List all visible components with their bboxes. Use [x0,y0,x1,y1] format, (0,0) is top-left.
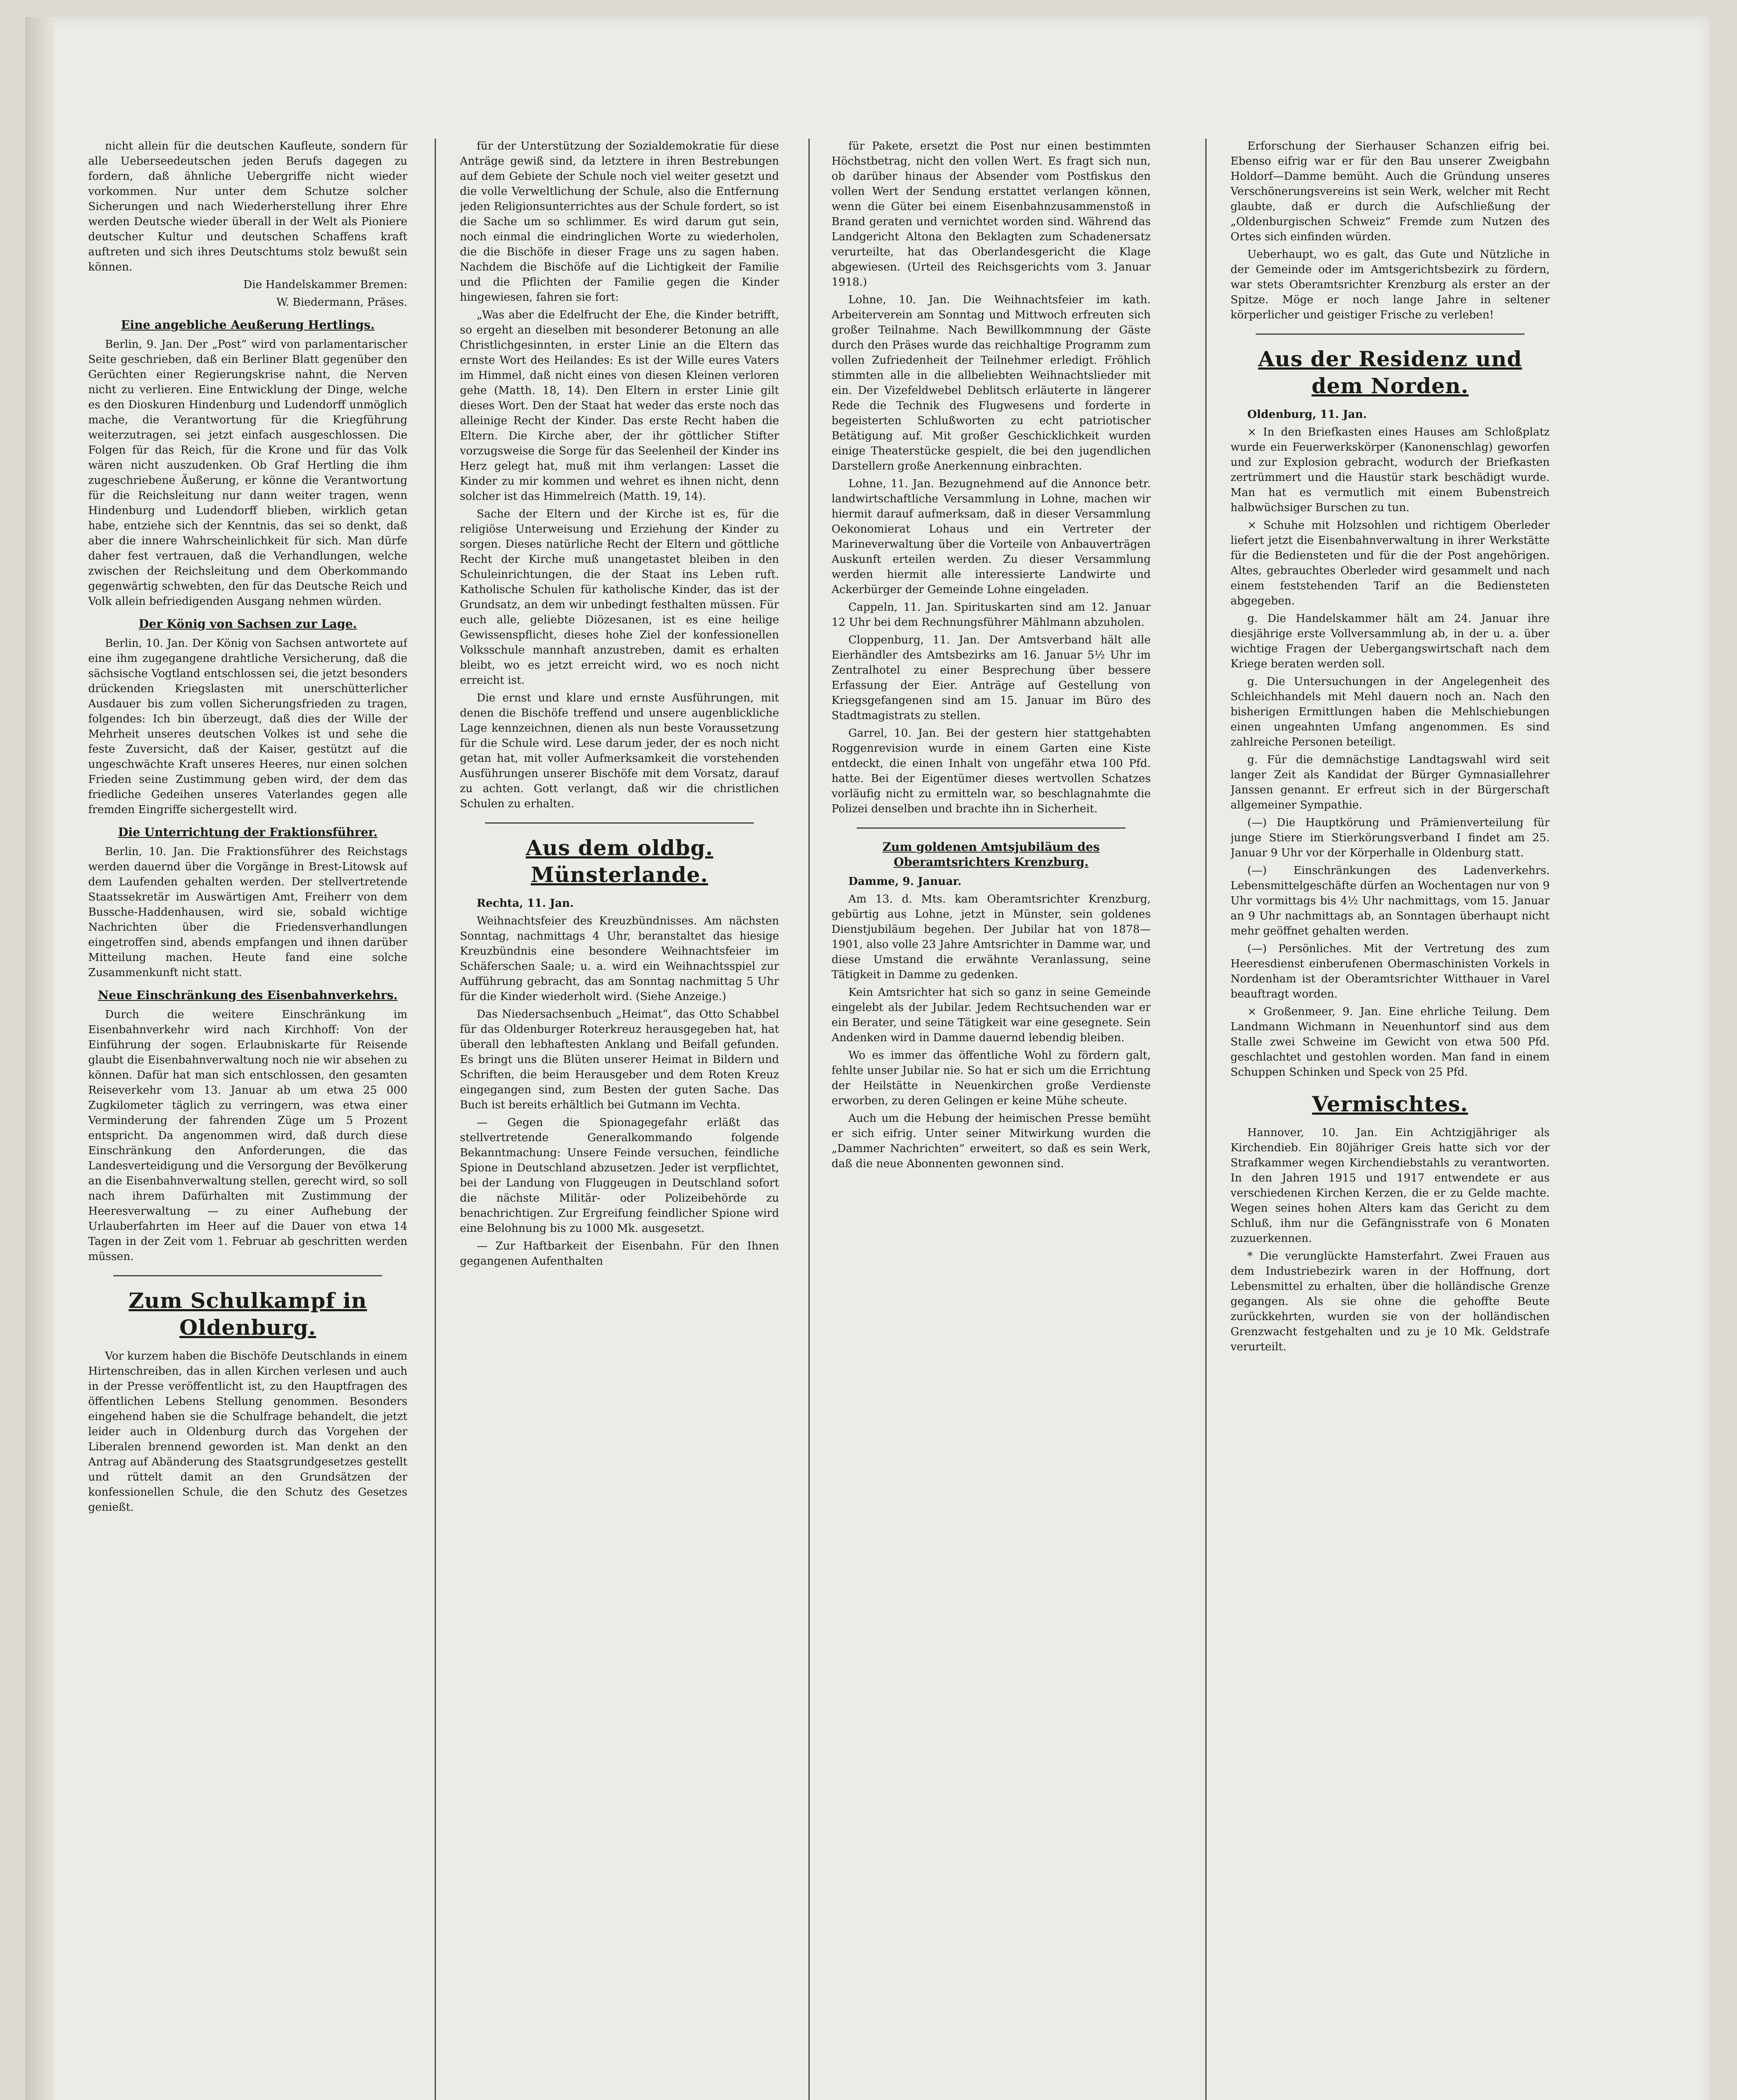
article-paragraph: Sache der Eltern und der Kirche ist es, für die religiöse Unterweisung und Erziehung der Kinder zu sorgen. Dieses natürliche Recht der Eltern und göttliche Recht der Kirche muß unangetastet bleiben in den Schuleinrichtungen, die der Staat ins Leben ruft. Katholische Schulen für katholische Kinder, das ist der Grundsatz, an dem wir unbedingt festhalten müssen. Für euch alle, geliebte Diözesanen, ist es eine heilige Gewissenspflicht, dieses hohe Ziel der konfessionellen Volksschule mannhaft anzustreben, damit es erhalten bleibt, wo es jetzt erreicht wird, wo es noch nicht erreicht ist. [460,508,779,687]
signature-line: Die Handelskammer Bremen: [243,278,407,291]
article-paragraph: Auch um die Hebung der heimischen Presse bemüht er sich eifrig. Unter seiner Mitwirkung wurden die „Dammer Nachrichten“ erweitert, so daß es sein Werk, daß die neue Abonnenten gewonnen sind. [832,1112,1151,1170]
dateline: Damme, 9. Januar. [848,875,962,888]
section-rule [1256,333,1524,335]
article-paragraph: (—) Einschränkungen des Ladenverkehrs. Lebensmittelgeschäfte dürfen an Wochentagen nur von 9 Uhr vormittags bis 4½ Uhr nachmittags, vom 15. Januar an 9 Uhr nachmittags ab, an Sonntagen überhaupt nicht mehr geöffnet gehalten werden. [1231,864,1550,937]
column-2 [460,139,779,2100]
article-paragraph: für Pakete, ersetzt die Post nur einen bestimmten Höchstbetrag, nicht den vollen Wert. Es fragt sich nun, ob darüber hinaus der Absender vom Postfiskus den vollen Wert der Sendung erstattet verlangen können, wenn die Güter bei einem Eisenbahnzusammenstoß in Brand geraten und vernichtet worden sind. Während das Landgericht Altona den Beklagten zum Schadenersatz verurteilte, hat das Oberlandesgericht die Klage abgewiesen. (Urteil des Reichsgerichts vom 3. Januar 1918.) [832,140,1151,289]
article-paragraph: nicht allein für die deutschen Kaufleute, sondern für alle Ueberseedeutschen jeden Berufs dagegen zu fordern, daß ähnliche Uebergriffe nicht wieder vorkommen. Nur unter dem Schutze solcher Sicherungen und nach Wiederherstellung ihrer Ehre werden Deutsche wieder überall in der Welt als Pioniere deutscher Kultur und deutschen Schaffens kraft auftreten und sich ihres Deutschtums stolz bewußt sein können. [88,140,407,273]
article-paragraph: Durch die weitere Einschränkung im Eisenbahnverkehr wird nach Kirchhoff: Von der Einführung der sogen. Erlaubniskarte für Reisende glaubt die Eisenbahnverwaltung noch nie wir absehen zu können. Dafür hat man sich entschlossen, den gesamten Reiseverkehr vom 13. Januar ab um etwa 25 000 Zugkilometer täglich zu verringern, was etwa einer Verminderung der fahrenden Züge um 5 Prozent entspricht. Da angenommen wird, daß durch diese Einschränkung den Anforderungen, die das Landesverteidigung und die Versorgung der Bevölkerung an die Eisenbahnverwaltung stellen, gerecht wird, so soll nach ihrem Dafürhalten mit Zustimmung der Heeresverwaltung — zu einer Aufhebung der Urlauberfahrten im Heer auf die Dauer von etwa 14 Tagen in der Zeit vom 1. Februar ab geschritten werden müssen. [88,1008,407,1263]
column-1 [88,139,407,2100]
section-title: Aus der Residenz und dem Norden. [1258,346,1522,398]
article-headline: Zum goldenen Amtsjubiläum des Oberamtsrichters Krenzburg. [882,840,1100,869]
column-4 [1231,139,1550,2100]
article-paragraph: Vor kurzem haben die Bischöfe Deutschlands in einem Hirtenschreiben, das in allen Kirchen verlesen und auch in der Presse veröffentlicht ist, zu den Hauptfragen des öffentlichen Lebens Stellung genommen. Besonders eingehend haben sie die Schulfrage behandelt, die jetzt leider auch in Oldenburg durch das Vorgehen der Liberalen brennend geworden ist. Man denkt an den Antrag auf Abänderung des Staatsgrundgesetzes gestellt und rüttelt damit an den Grundsätzen der konfessionellen Schule, die den Schutz des Gesetzes genießt. [88,1350,407,1514]
article-paragraph: Cappeln, 11. Jan. Spirituskarten sind am 12. Januar 12 Uhr bei dem Rechnungsführer Mählmann abzuholen. [832,601,1151,629]
article-paragraph: g. Für die demnächstige Landtagswahl wird seit langer Zeit als Kandidat der Bürger Gymnasiallehrer Janssen genannt. Er erfreut sich in der Bürgerschaft allgemeiner Sympathie. [1231,753,1550,811]
section-title: Zum Schulkampf in Oldenburg. [129,1288,367,1340]
article-paragraph: — Zur Haftbarkeit der Eisenbahn. Für den Ihnen gegangenen Aufenthalten [460,1240,779,1268]
article-paragraph: Lohne, 11. Jan. Bezugnehmend auf die Annonce betr. landwirtschaftliche Versammlung in Lohne, machen wir hiermit darauf aufmerksam, daß in dieser Versammlung Oekonomierat Lohaus und ein Vertreter der Marineverwaltung über die Vorteile von Anbauverträgen Auskunft erteilen werden. Zu dieser Versammlung werden hiermit alle interessierte Landwirte und Ackerbürger der Gemeinde Lohne eingeladen. [832,478,1151,596]
column-divider [808,139,810,2100]
article-headline: Der König von Sachsen zur Lage. [139,617,357,631]
article-paragraph: — Gegen die Spionagegefahr erläßt das stellvertretende Generalkommando folgende Bekanntmachung: Unsere Feinde versuchen, feindliche Spione in Deutschland abzusetzen. Jeder ist verpflichtet, bei der Landung von Fluggeugen in Deutschland sofort die nächste Militär- oder Polizeibehörde zu benachrichtigen. Zur Ergreifung feindlicher Spione wird eine Belohnung bis zu 1000 Mk. ausgesetzt. [460,1116,779,1235]
article-paragraph: Erforschung der Sierhauser Schanzen eifrig bei. Ebenso eifrig war er für den Bau unserer Zweigbahn Holdorf—Damme bemüht. Auch die Gründung unseres Verschönerungsvereins ist sein Werk, welcher mit Recht glaubte, daß er durch die Aufschließung der „Oldenburgischen Schweiz“ Fremde zum Nutzen des Ortes sich einfinden würden. [1231,140,1550,243]
section-rule [485,822,754,824]
article-paragraph: (—) Die Hauptkörung und Prämienverteilung für junge Stiere im Stierkörungsverband I findet am 25. Januar 9 Uhr vor der Körperhalle in Oldenburg statt. [1231,816,1550,859]
article-paragraph: Am 13. d. Mts. kam Oberamtsrichter Krenzburg, gebürtig aus Lohne, jetzt in Münster, sein goldenes Dienstjubiläum begehen. Der Jubilar hat von 1878—1901, also volle 23 Jahre Amtsrichter in Damme war, und diese Umstand die erwähnte Veranlassung, seine Tätigkeit in Damme zu gedenken. [832,893,1151,981]
article-paragraph: Garrel, 10. Jan. Bei der gestern hier stattgehabten Roggenrevision wurde in einem Garten eine Kiste entdeckt, die einen Inhalt von ungefähr etwa 100 Pfd. hatte. Bei der Eigentümer dieses wertvollen Schatzes vorläufig nicht zu ermitteln war, so beschlagnahmte die Polizei denselben und brachte ihn in Sicherheit. [832,727,1151,815]
dateline: Oldenburg, 11. Jan. [1247,408,1367,421]
article-paragraph: g. Die Untersuchungen in der Angelegenheit des Schleichhandels mit Mehl dauern noch an. Nach den bisherigen Ermittlungen haben die Mehlschiebungen einen ungeahnten Umfang angenommen. Es sind zahlreiche Personen beteiligt. [1231,675,1550,748]
article-paragraph: für der Unterstützung der Sozialdemokratie für diese Anträge gewiß sind, da letztere in ihren Bestrebungen auf dem Gebiete der Schule noch viel weiter gesetzt und die volle Verweltlichung der Schule, also die Entfernung jeden Religionsunterrichtes aus der Schule fordert, so ist die Sache um so schlimmer. Es wird darum gut sein, noch einmal die eindringlichen Worte zu wiederholen, die die Bischöfe in dieser Frage uns zu sagen haben. Nachdem die Bischöfe auf die Lichtigkeit der Familie und die Pflichten der Familie gegen die Kinder hingewiesen, fahren sie fort: [460,140,779,304]
article-paragraph: Das Niedersachsenbuch „Heimat“, das Otto Schabbel für das Oldenburger Roterkreuz herausgegeben hat, hat überall den lebhaftesten Anklang und Beifall gefunden. Es bringt uns die Blüten unserer Heimat in Bildern und Schriften, die beim Herausgeber und dem Roten Kreuz eingegangen sind, zum Besten der guten Sache. Das Buch ist bereits erhältlich bei Gutmann im Vechta. [460,1008,779,1111]
article-headline: Neue Einschränkung des Eisenbahnverkehrs. [98,988,398,1002]
article-headline: Die Unterrichtung der Fraktionsführer. [118,825,378,839]
section-title: Aus dem oldbg. Münsterlande. [525,835,714,887]
article-paragraph: g. Die Handelskammer hält am 24. Januar ihre diesjährige erste Vollversammlung ab, in der u. a. über wichtige Fragen der Uebergangswirtschaft nach dem Kriege beraten werden soll. [1231,612,1550,670]
article-paragraph: Cloppenburg, 11. Jan. Der Amtsverband hält alle Eierhändler des Amtsbezirks am 16. Januar 5½ Uhr im Zentralhotel zu einer Besprechung über bessere Erfassung der Eier. Anträge auf Gestellung von Kriegsgefangenen sind am 15. Januar im Büro des Stadtmagistrats zu stellen. [832,634,1151,722]
article-paragraph: Hannover, 10. Jan. Ein Achtzigjähriger als Kirchendieb. Ein 80jähriger Greis hatte sich vor der Strafkammer wegen Kirchendiebstahls zu verantworten. In den Jahren 1915 und 1917 entwendete er aus verschiedenen Kirchen Kerzen, die er zu Gelde machte. Wegen seines hohen Alters kam das Gericht zu dem Schluß, ihm nur die Gefängnisstrafe von 6 Monaten zuzuerkennen. [1231,1126,1550,1245]
article-paragraph: × In den Briefkasten eines Hauses am Schloßplatz wurde ein Feuerwerkskörper (Kanonenschlag) geworfen und zur Explosion gebracht, wodurch der Briefkasten zertrümmert und die Haustür stark beschädigt wurde. Man hat es vermutlich mit einem Bubenstreich halbwüchsiger Burschen zu tun. [1231,426,1550,514]
article-paragraph: Ueberhaupt, wo es galt, das Gute und Nützliche in der Gemeinde oder im Amtsgerichtsbezirk zu fördern, war stets Oberamtsrichter Krenzburg als erster an der Spitze. Möge er noch lange Jahre in seltener körperlicher und geistiger Frische zu verleben! [1231,248,1550,321]
article-paragraph: Kein Amtsrichter hat sich so ganz in seine Gemeinde eingelebt als der Jubilar. Jedem Rechtsuchenden war er ein Berater, und seine Tätigkeit war eine gesegnete. Sein Andenken wird in Damme dauernd lebendig bleiben. [832,986,1151,1044]
newspaper-page [25,17,1709,2100]
article-paragraph: Wo es immer das öffentliche Wohl zu fördern galt, fehlte unser Jubilar nie. So hat er sich um die Errichtung der Heilstätte in Neuenkirchen große Verdienste erworben, zu deren Gelingen er keine Mühe scheute. [832,1049,1151,1107]
column-3 [832,139,1151,2100]
signature-line: W. Biedermann, Präses. [276,296,407,309]
section-rule [113,1275,382,1276]
article-paragraph: * Die verunglückte Hamsterfahrt. Zwei Frauen aus dem Industriebezirk waren in der Hoffnung, dort Lebensmittel zu erhalten, über die holländische Grenze gegangen. Als sie ohne die gehoffte Beute zurückkehrten, wurden sie von der holländischen Grenzwacht festgehalten und zu je 10 Mk. Geldstrafe verurteilt. [1231,1250,1550,1353]
article-paragraph: Die ernst und klare und ernste Ausführungen, mit denen die Bischöfe treffend und unsere augenblickliche Lage kennzeichnen, dienen als nun beste Voraussetzung für die Schule wird. Lese darum jeder, der es noch nicht getan hat, mit voller Aufmerksamkeit die vorstehenden Ausführungen unserer Bischöfe mit dem Vorsatz, darauf zu achten. Gott verlangt, daß wir die christlichen Schulen zu erhalten. [460,692,779,810]
article-paragraph: Berlin, 10. Jan. Die Fraktionsführer des Reichstags werden dauernd über die Vorgänge in Brest-Litowsk auf dem Laufenden gehalten werden. Der stellvertretende Staatssekretär im Auswärtigen Amt, Freiherr von dem Bussche-Haddenhausen, wird sie, sobald wichtige Nachrichten über die Friedensverhandlungen eingetroffen sind, abends empfangen und ihnen darüber Mitteilung machen. Heute fand eine solche Zusammenkunft nicht statt. [88,845,407,979]
page-fold-shadow [25,17,55,2100]
article-headline: Eine angebliche Aeußerung Hertlings. [121,318,375,332]
article-paragraph: Berlin, 9. Jan. Der „Post“ wird von parlamentarischer Seite geschrieben, daß ein Berliner Blatt gegenüber den Gerüchten einer Regierungskrise nahnt, die Nerven nicht zu verlieren. Eine Entwicklung der Dinge, welche es den Dioskuren Hindenburg und Ludendorff unmöglich mache, die Verantwortung für die Kriegführung weiterzutragen, sei jetzt einfach ausgeschlossen. Die Folgen für das Reich, für die Krone und für das Volk wären nicht auszudenken. Ob Graf Hertling die ihm zugeschriebene Äußerung, er könne die Verantwortung für die Reichsleitung nur dann weiter tragen, wenn Hindenburg und Ludendorff blieben, wirklich getan habe, entziehe sich der Kenntnis, das sei so denkt, daß aber die innere Wahrscheinlichkeit für sich. Man dürfe daher fest vertrauen, daß die Verhandlungen, welche zwischen der Reichsleitung und dem Oberkommando gegenwärtig schwebten, den für das Deutsche Reich und Volk allein befriedigenden Ausgang nehmen würden. [88,338,407,608]
section-rule [857,827,1126,829]
column-divider [435,139,436,2100]
dateline: Rechta, 11. Jan. [477,897,574,910]
section-title: Vermischtes. [1312,1092,1468,1116]
column-divider [1205,139,1207,2100]
article-paragraph: Berlin, 10. Jan. Der König von Sachsen antwortete auf eine ihm zugegangene drahtliche Versicherung, daß die sächsische Vogtland entschlossen sei, die jetzt besonders drückenden Kriegslasten mit unerschütterlicher Ausdauer bis zum vollen Sicherungsfrieden zu tragen, folgendes: Ich bin überzeugt, daß dies der Wille der Mehrheit unseres deutschen Volkes ist und sehe die feste Zuversicht, daß der Kaiser, gestützt auf die ungeschwächte Kraft unseres Heeres, nur einen solchen Frieden seine Zustimmung geben wird, der dem das friedliche Gedeihen unseres Vaterlandes gegen alle fremden Eingriffe sichergestellt wird. [88,637,407,816]
article-paragraph: Weihnachtsfeier des Kreuzbündnisses. Am nächsten Sonntag, nachmittags 4 Uhr, beranstaltet das hiesige Kreuzbündnis eine besondere Weihnachtsfeier im Schäferschen Saale; u. a. wird ein Weihnachtsspiel zur Aufführung gebracht, das am Sonntag nachmittag 5 Uhr für die Kinder wiederholt wird. (Siehe Anzeige.) [460,915,779,1003]
article-paragraph: × Großenmeer, 9. Jan. Eine ehrliche Teilung. Dem Landmann Wichmann in Neuenhuntorf sind aus dem Stalle zwei Schweine im Gewicht von etwa 500 Pfd. geschlachtet und gestohlen worden. Man fand in einem Schuppen Schinken und Speck von 25 Pfd. [1231,1005,1550,1079]
article-paragraph: Lohne, 10. Jan. Die Weihnachtsfeier im kath. Arbeiterverein am Sonntag und Mittwoch erfreuten sich großer Teilnahme. Nach Bewillkommnung der Gäste durch den Präses wurde das reichhaltige Programm zum vollen Zufriedenheit der Teilnehmer erledigt. Fröhlich stimmten alle in die allbeliebten Weihnachtslieder mit ein. Der Vizefeldwebel Deblitsch erläuterte in längerer Rede die Technik des Flugwesens und forderte in begeisterten Schlußworten zu echt patriotischer Betätigung auf. Mit großer Geschicklichkeit wurden einige Theaterstücke gespielt, die bei den jugendlichen Darstellern große Anerkennung einbrachten. [832,294,1151,472]
article-paragraph: (—) Persönliches. Mit der Vertretung des zum Heeresdienst einberufenen Obermaschinisten Vorkels in Nordenham ist der Oberamtsrichter Witthauer in Varel beauftragt worden. [1231,942,1550,1000]
article-paragraph: × Schuhe mit Holzsohlen und richtigem Oberleder liefert jetzt die Eisenbahnverwaltung in ihrer Werkstätte für die Bediensteten und für die der Post angehörigen. Altes, gebrauchtes Oberleder wird gesammelt und nach einem feststehenden Tarif an die Bediensteten abgegeben. [1231,519,1550,607]
article-paragraph: „Was aber die Edelfrucht der Ehe, die Kinder betrifft, so ergeht an dieselben mit besonderer Betonung an alle Christlichgesinnten, in erster Linie an die Eltern das ernste Wort des Heilandes: Es ist der Wille eures Vaters im Himmel, daß nicht eines von diesen Kleinen verloren gehe (Matth. 18, 14). Den Eltern in erster Linie gilt dieses Wort. Den der Staat hat weder das erste noch das alleinige Recht der Kinder. Das erste Recht haben die Eltern. Die Kirche aber, der ihr göttlicher Stifter vorzugsweise die Sorge für das Seelenheil der Kinder ins Herz gelegt hat, muß mit ihm verlangen: Lasset die Kinder zu mir kommen und wehret es ihnen nicht, denn solcher ist das Himmelreich (Matth. 19, 14). [460,309,779,503]
